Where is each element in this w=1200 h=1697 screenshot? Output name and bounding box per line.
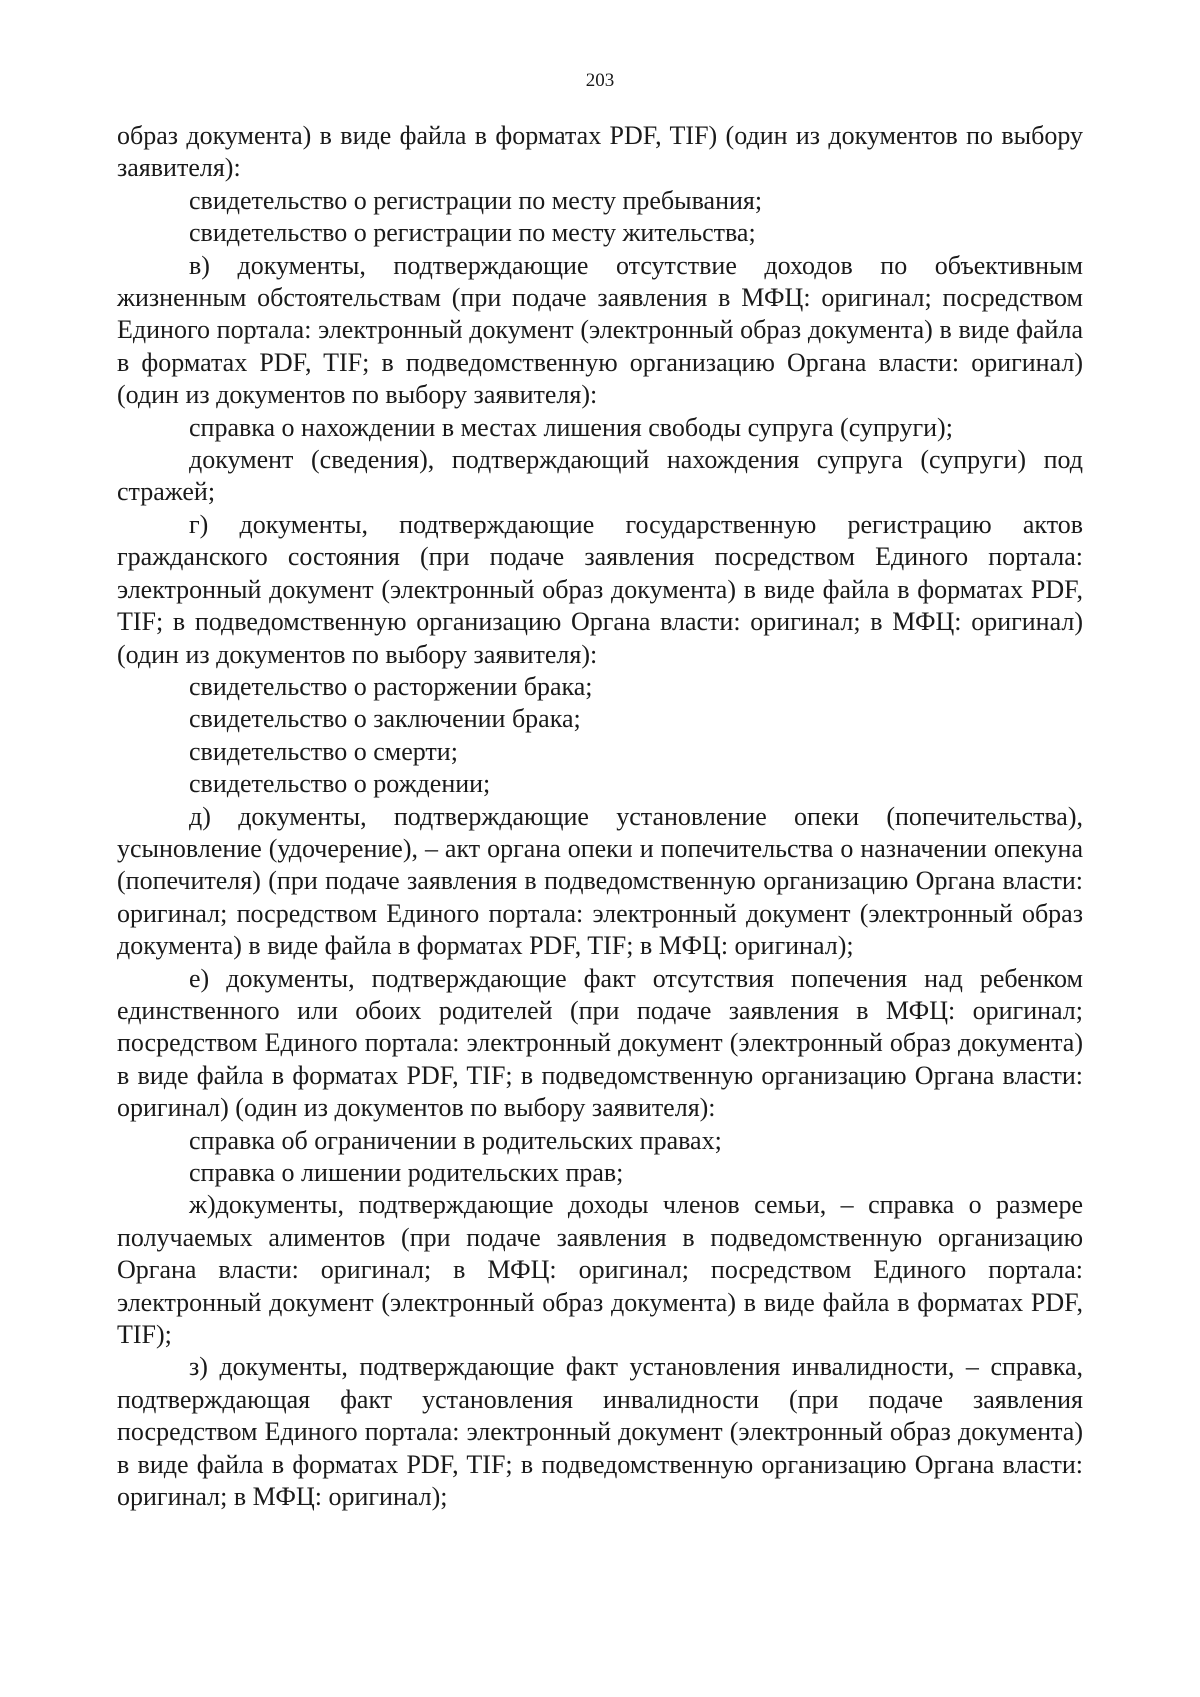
paragraph-item-e: е) документы, подтверждающие факт отсутствия попечения над ребенком единственного или обоих родителей (при подаче заявления в МФЦ: оригинал; посредством Единого портала: электронный документ (электронный образ документа) в виде файла в форматах PDF, TIF; в подведомственную организацию Органа власти: оригинал) (один из документов по выбору заявителя): — [117, 963, 1083, 1123]
list-item: свидетельство о заключении брака; — [189, 704, 581, 734]
list-item: справка о нахождении в местах лишения свободы супруга (супруги); — [189, 412, 953, 442]
paragraph-item-g: г) документы, подтверждающие государственную регистрацию актов гражданского состояния (при подаче заявления посредством Единого портала: электронный документ (электронный образ документа) в виде файла в форматах PDF, TIF; в подведомственную организацию Органа власти: оригинал; в МФЦ: оригинал) (один из документов по выбору заявителя): — [117, 509, 1083, 669]
paragraph-item-v: в) документы, подтверждающие отсутствие доходов по объективным жизненным обстоятельствам (при подаче заявления в МФЦ: оригинал; посредством Единого портала: электронный документ (электронный образ документа) в виде файла в форматах PDF, TIF; в подведомственную организацию Органа власти: оригинал) (один из документов по выбору заявителя): — [117, 250, 1083, 410]
list-item: свидетельство о рождении; — [189, 769, 491, 799]
paragraph-item-zh: ж)документы, подтверждающие доходы членов семьи, – справка о размере получаемых алиментов (при подаче заявления в подведомственную организацию Органа власти: оригинал; в МФЦ: оригинал; посредством Единого портала: электронный документ (электронный образ документа) в виде файла в форматах PDF, TIF); — [117, 1190, 1083, 1350]
paragraph-item-d: д) документы, подтверждающие установление опеки (попечительства), усыновление (удочерение), – акт органа опеки и попечительства о назначении опекуна (попечителя) (при подаче заявления в подведомственную организацию Органа власти: оригинал; посредством Единого портала: электронный документ (электронный образ документа) в виде файла в форматах PDF, TIF; в МФЦ: оригинал); — [117, 801, 1083, 961]
page-number: 203 — [585, 70, 615, 91]
paragraph-item-z: з) документы, подтверждающие факт установления инвалидности, – справка, подтверждающая факт установления инвалидности (при подаче заявления посредством Единого портала: электронный документ (электронный образ документа) в виде файла в форматах PDF, TIF; в подведомственную организацию Органа власти: оригинал; в МФЦ: оригинал); — [117, 1352, 1083, 1512]
list-item: справка об ограничении в родительских правах; — [189, 1125, 722, 1155]
list-item: свидетельство о смерти; — [189, 736, 458, 766]
body-text — [117, 120, 1083, 1513]
list-item: документ (сведения), подтверждающий нахождения супруга (супруги) под стражей; — [117, 445, 1083, 507]
list-item: свидетельство о регистрации по месту пребывания; — [189, 185, 763, 215]
paragraph: образ документа) в виде файла в форматах PDF, TIF) (один из документов по выбору заявителя): — [117, 121, 1083, 183]
list-item: справка о лишении родительских прав; — [189, 1158, 624, 1187]
list-item: свидетельство о регистрации по месту жительства; — [189, 218, 756, 248]
list-item: свидетельство о расторжении брака; — [189, 671, 593, 701]
